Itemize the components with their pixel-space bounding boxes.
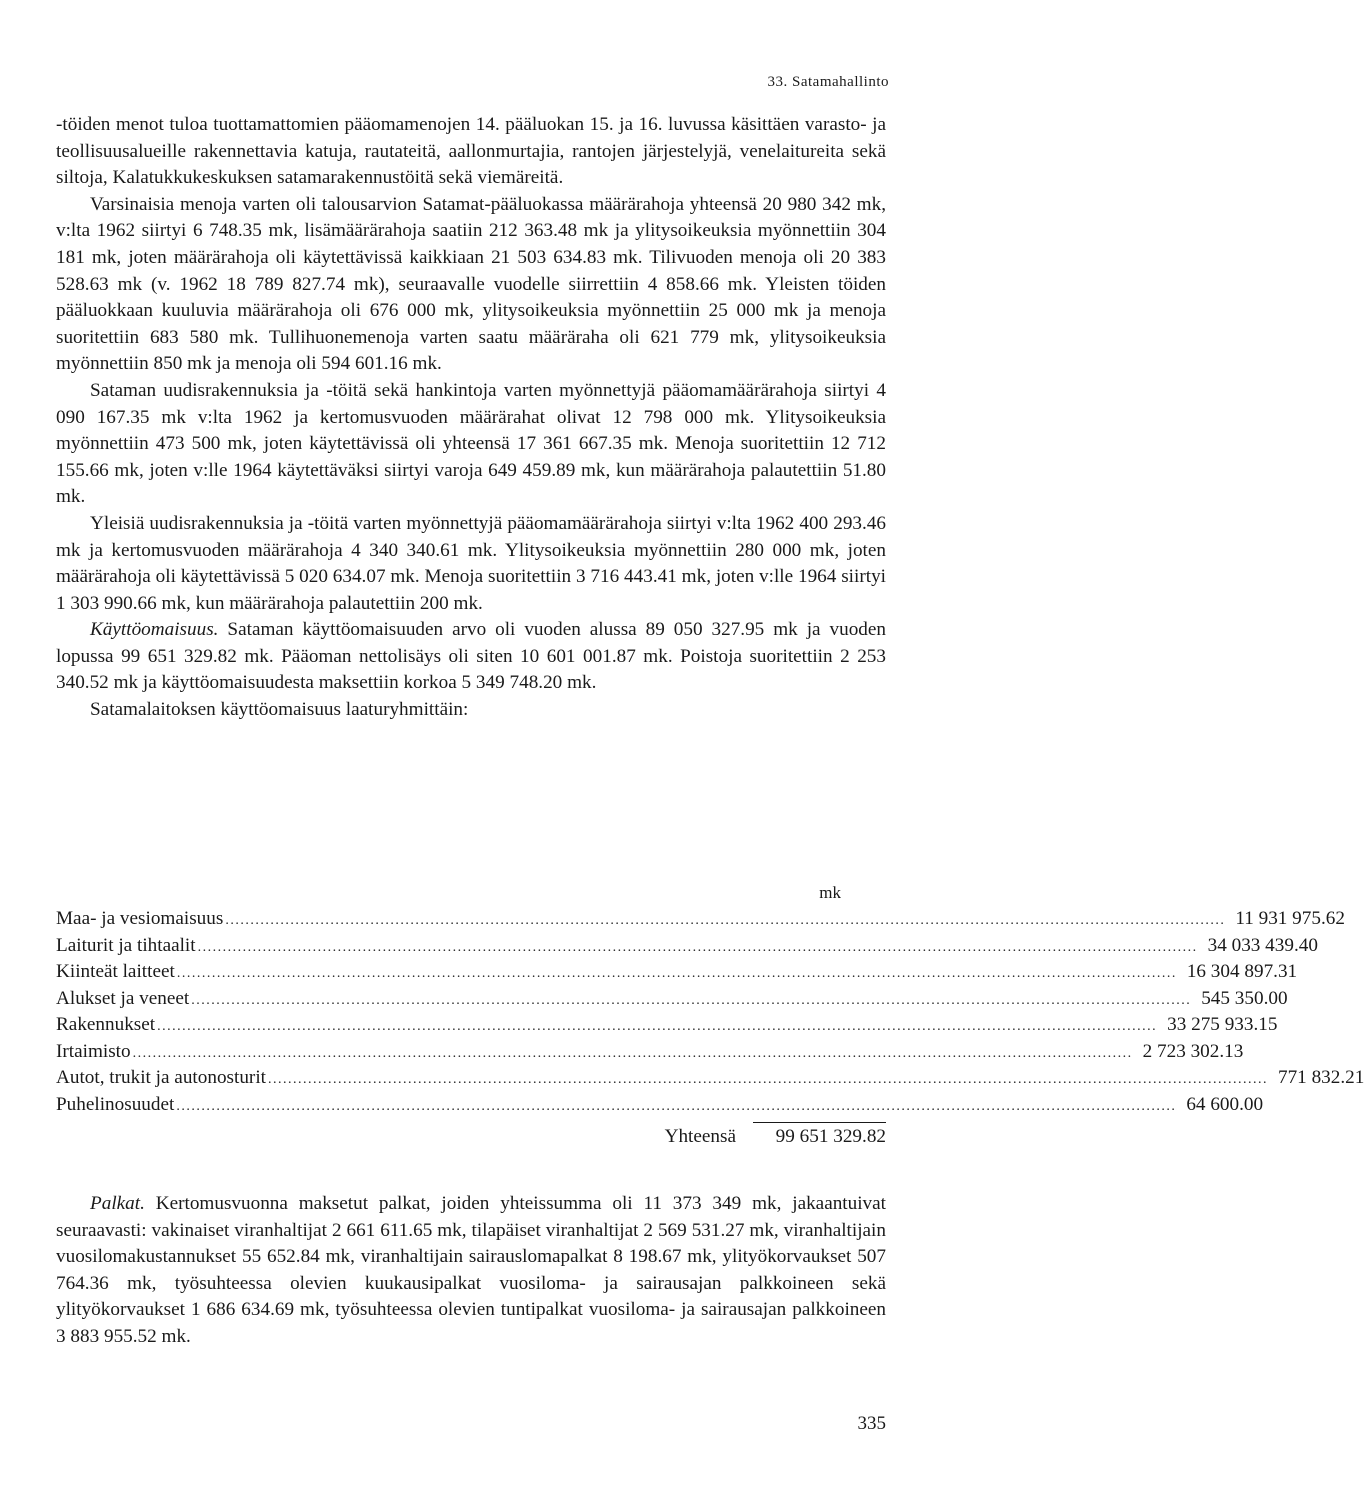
table-row <box>56 1092 1264 1119</box>
row-value: 11 931 975.62 <box>1235 908 1345 929</box>
paragraph-sataman-uudisrakennukset: Sataman uudisrakennuksia ja -töitä sekä hankintoja varten myönnettyjä pääomamäärärahoja siirtyi 4 090 167.35 mk v:lta 1962 ja kertomusvuoden määrärahat olivat 12 798 000 mk. Ylitysoikeuksia myönnettiin 473 500 mk, joten käytettävissä oli yhteensä 17 361 667.35 mk. Menoja suoritettiin 12 712 155.66 mk, joten v:lle 1964 käytettäväksi siirtyi varoja 649 459.89 mk, kun määrärahoja palautettiin 51.80 mk. <box>56 379 886 508</box>
body-text <box>56 112 886 724</box>
table-row <box>56 1039 1244 1066</box>
kayttoomaisuus-heading: Käyttöomaisuus. <box>90 619 219 641</box>
row-label: Kiinteät laitteet <box>56 961 175 982</box>
document-page <box>56 0 1364 1492</box>
dot-leader: ........................................................................................................................................................................................................ <box>157 1019 1158 1034</box>
running-head: 33. Satamahallinto <box>767 74 889 90</box>
row-label: Laiturit ja tihtaalit <box>56 934 196 956</box>
row-value: 33 275 933.15 <box>1167 1014 1278 1035</box>
palkat-heading: Palkat. <box>90 1193 145 1214</box>
dot-leader: ........................................................................................................................................................................................................ <box>197 939 1198 955</box>
total-label: Yhteensä <box>664 1126 736 1147</box>
row-value: 34 033 439.40 <box>1207 934 1318 956</box>
page-number: 335 <box>857 1413 886 1434</box>
table-rows <box>56 906 1364 1118</box>
paragraph-yleiset-uudisrakennukset: Yleisiä uudisrakennuksia ja -töitä varten myönnettyjä pääomamäärärahoja siirtyi v:lta 1962 400 293.46 mk ja kertomusvuoden määrärahoja 4 340 340.61 mk. Ylitysoikeuksia myönnettiin 280 000 mk, joten määrärahoja oli käytettävissä 5 020 634.07 mk. Menoja suoritettiin 3 716 443.41 mk, joten v:lle 1964 siirtyi 1 303 990.66 mk, kun määrärahoja palautettiin 200 mk. <box>56 512 886 614</box>
table-row <box>56 933 1318 960</box>
dot-leader: ........................................................................................................................................................................................................ <box>176 1098 1177 1114</box>
kayttoomaisuus-text: Sataman käyttöomaisuuden arvo oli vuoden alussa 89 050 327.95 mk ja vuoden lopussa 99 651 329.82 mk. Pääoman nettolisäys oli siten 10 601 001.87 mk. Poistoja suoritettiin 2 253 340.52 mk ja käyttöomaisuudesta maksettiin korkoa 5 349 748.20 mk. <box>56 619 886 694</box>
table-unit: mk <box>819 883 841 902</box>
row-label: Irtaimisto <box>56 1040 131 1062</box>
paragraph-varsinaiset-menot: Varsinaisia menoja varten oli talousarvion Satamat-pääluokassa määrärahoja yhteensä 20 980 342 mk, v:lta 1962 siirtyi 6 748.35 mk, lisämäärärahoja saatiin 212 363.48 mk ja ylitysoikeuksia myönnettiin 304 181 mk, joten määrärahoja oli käytettävissä kaikkiaan 21 503 634.83 mk. Tilivuoden menoja oli 20 383 528.63 mk (v. 1962 18 789 827.74 mk), seuraavalle vuodelle siirrettiin 4 858.66 mk. Yleisten töiden pääluokkaan kuuluvia määrärahoja oli 676 000 mk, ylitysoikeuksia myönnettiin 25 000 mk ja menoja suoritettiin 683 580 mk. Tullihuonemenoja varten saatu määräraha oli 621 779 mk, ylitysoikeuksia myönnettiin 850 mk ja menoja oli 594 601.16 mk. <box>56 193 886 375</box>
row-value: 771 832.21 <box>1277 1067 1364 1088</box>
table-row <box>56 906 1345 933</box>
total-value: 99 651 329.82 <box>775 1126 886 1147</box>
dot-leader: ........................................................................................................................................................................................................ <box>191 992 1192 1008</box>
row-value: 2 723 302.13 <box>1142 1040 1244 1062</box>
row-label: Autot, trukit ja autonosturit <box>56 1067 266 1088</box>
table-caption: Satamalaitoksen käyttöomaisuus laaturyhmittäin: <box>90 699 469 721</box>
row-label: Maa- ja vesiomaisuus <box>56 908 224 929</box>
dot-leader: ........................................................................................................................................................................................................ <box>176 966 1177 981</box>
paragraph-continuation: -töiden menot tuloa tuottamattomien pääomamenojen 14. pääluokan 15. ja 16. luvussa käsittäen varasto- ja teollisuusalueille rakennettavia katuja, rautateitä, aallonmurtajia, rantojen järjestelyjä, venelaitureita sekä siltoja, Kalatukkukeskuksen satamarakennustöitä sekä viemäreitä. <box>56 114 886 189</box>
dot-leader: ........................................................................................................................................................................................................ <box>225 913 1226 928</box>
palkat-text: Kertomusvuonna maksetut palkat, joiden yhteissumma oli 11 373 349 mk, jakaantuivat seuraavasti: vakinaiset viranhaltijat 2 661 611.65 mk, tilapäiset viranhaltijat 2 569 531.27 mk, viranhaltijain vuosilomakustannukset 55 652.84 mk, viranhaltijain sairauslomapalkat 8 198.67 mk, ylityökorvaukset 507 764.36 mk, työsuhteessa olevien kuukausipalkat vuosiloma- ja sairausajan palkkoineen sekä ylityökorvaukset 1 686 634.69 mk, työsuhteessa olevien tuntipalkat vuosiloma- ja sairausajan palkkoineen 3 883 955.52 mk. <box>56 1193 886 1347</box>
row-value: 64 600.00 <box>1186 1093 1264 1115</box>
table-row <box>56 1012 1278 1039</box>
row-label: Alukset ja veneet <box>56 987 190 1009</box>
dot-leader: ........................................................................................................................................................................................................ <box>132 1045 1133 1061</box>
row-label: Rakennukset <box>56 1014 156 1035</box>
row-value: 16 304 897.31 <box>1186 961 1298 982</box>
row-label: Puhelinosuudet <box>56 1093 175 1115</box>
paragraph-kayttoomaisuus <box>56 617 886 697</box>
table-total-row <box>56 1123 886 1151</box>
table-row <box>56 1065 1364 1092</box>
table-row <box>56 959 1298 986</box>
dot-leader: ........................................................................................................................................................................................................ <box>267 1072 1268 1087</box>
asset-table <box>56 880 1364 1151</box>
palkat-section <box>56 1191 886 1351</box>
row-value: 545 350.00 <box>1201 987 1288 1009</box>
table-row <box>56 986 1288 1013</box>
paragraph-palkat <box>56 1191 886 1351</box>
